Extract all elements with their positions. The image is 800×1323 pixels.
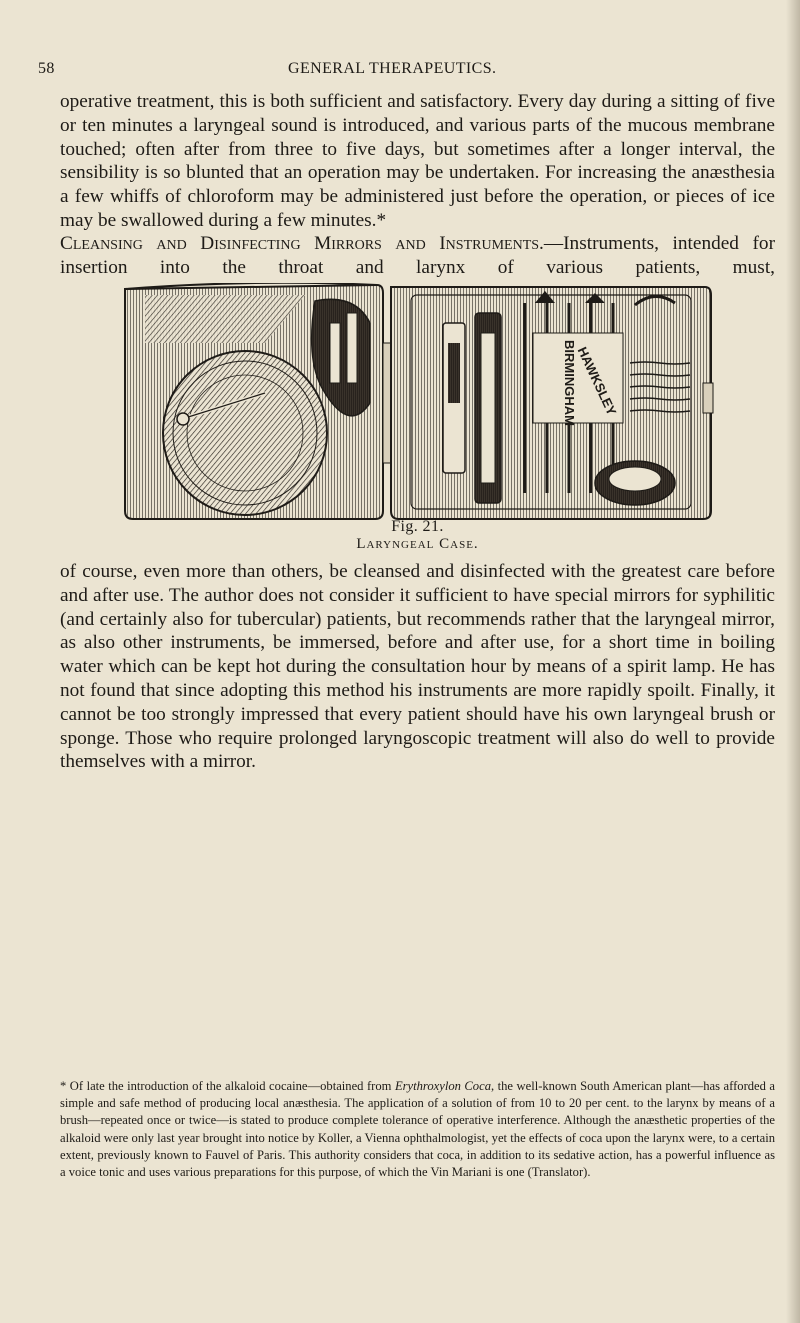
footnote-text-b: , the well-known South American plant—has afforded a simple and safe method of producing local anæsthesia. The application of a solution of from 10 to 20 per cent. to the larynx by means of a brush—repeated once or twice—is stated to produce complete tolerance of operative interference. Although the anæsthetic properties of the alkaloid were only last year brought into notice by Koller, a Vienna ophthalmologist, yet the effects of coca upon the larynx were, to a certain extent, previously known to Fauvel of Paris. This authority considers that coca, in addition to its sedative action, has a powerful influence as a voice tonic and uses various preparations for this purpose, of which the Vin Mariani is one (Translator). bbox=[60, 1079, 776, 1180]
running-header bbox=[38, 60, 775, 84]
page-edge-shadow bbox=[786, 0, 800, 1323]
footnote bbox=[60, 1078, 775, 1181]
running-title: GENERAL THERAPEUTICS. bbox=[288, 60, 497, 77]
paragraph-operative-treatment: operative treatment, this is both sufficient and satisfactory. Every day during a sitting of five or ten minutes a laryngeal sound is introduced, and various parts of the mucous membrane touched; often after from three to five days, but sometimes after a longer interval, the sensibility is so blunted that an operation may be undertaken. For increasing the anæsthesia a few whiffs of chloroform may be administered just before the operation, or pieces of ice may be swallowed during a few minutes.* bbox=[60, 91, 775, 231]
paragraph-disinfection: of course, even more than others, be cleansed and disinfected with the greatest care before and after use. The author does not consider it sufficient to have special mirrors for syphilitic (and certainly also for tubercular) patients, but recommends rather that the laryngeal mirror, as also other instruments, be immersed, before and after use, for a short time in boiling water which can be kept hot during the consultation hour by means of a spirit lamp. He has not found that since adopting this method his instruments are more rapidly spoilt. Finally, it cannot be too strongly impressed that every patient should have his own laryngeal brush or sponge. Those who require prolonged laryngoscopic treatment will also do well to provide themselves with a mirror. bbox=[60, 561, 775, 773]
paragraph-cleansing-heading bbox=[60, 232, 775, 280]
case-tray bbox=[391, 287, 713, 519]
figure-title: Laryngeal Case. bbox=[356, 536, 479, 552]
engraved-label-hawksley: HAWKSLEY bbox=[574, 344, 620, 418]
section-heading: Cleansing and Disinfecting Mirrors and Instruments. bbox=[60, 233, 544, 254]
page-number: 58 bbox=[38, 60, 55, 77]
laryngeal-case-figure bbox=[115, 283, 715, 523]
section-lead-text: —Instruments, intended for insertion into the throat and larynx of various patients, must, bbox=[60, 233, 775, 278]
footnote-text-a: Of late the introduction of the alkaloid cocaine—obtained from bbox=[69, 1079, 392, 1093]
footnote-symbol: * bbox=[60, 1079, 67, 1093]
case-lid bbox=[125, 283, 383, 519]
case-hinge bbox=[383, 343, 391, 463]
laryngeal-case-engraving bbox=[115, 283, 715, 523]
footnote-species-name: Erythroxylon Coca bbox=[394, 1079, 491, 1093]
engraved-label-birmingham: BIRMINGHAM bbox=[562, 340, 577, 426]
figure-number: Fig. 21. bbox=[391, 518, 444, 535]
